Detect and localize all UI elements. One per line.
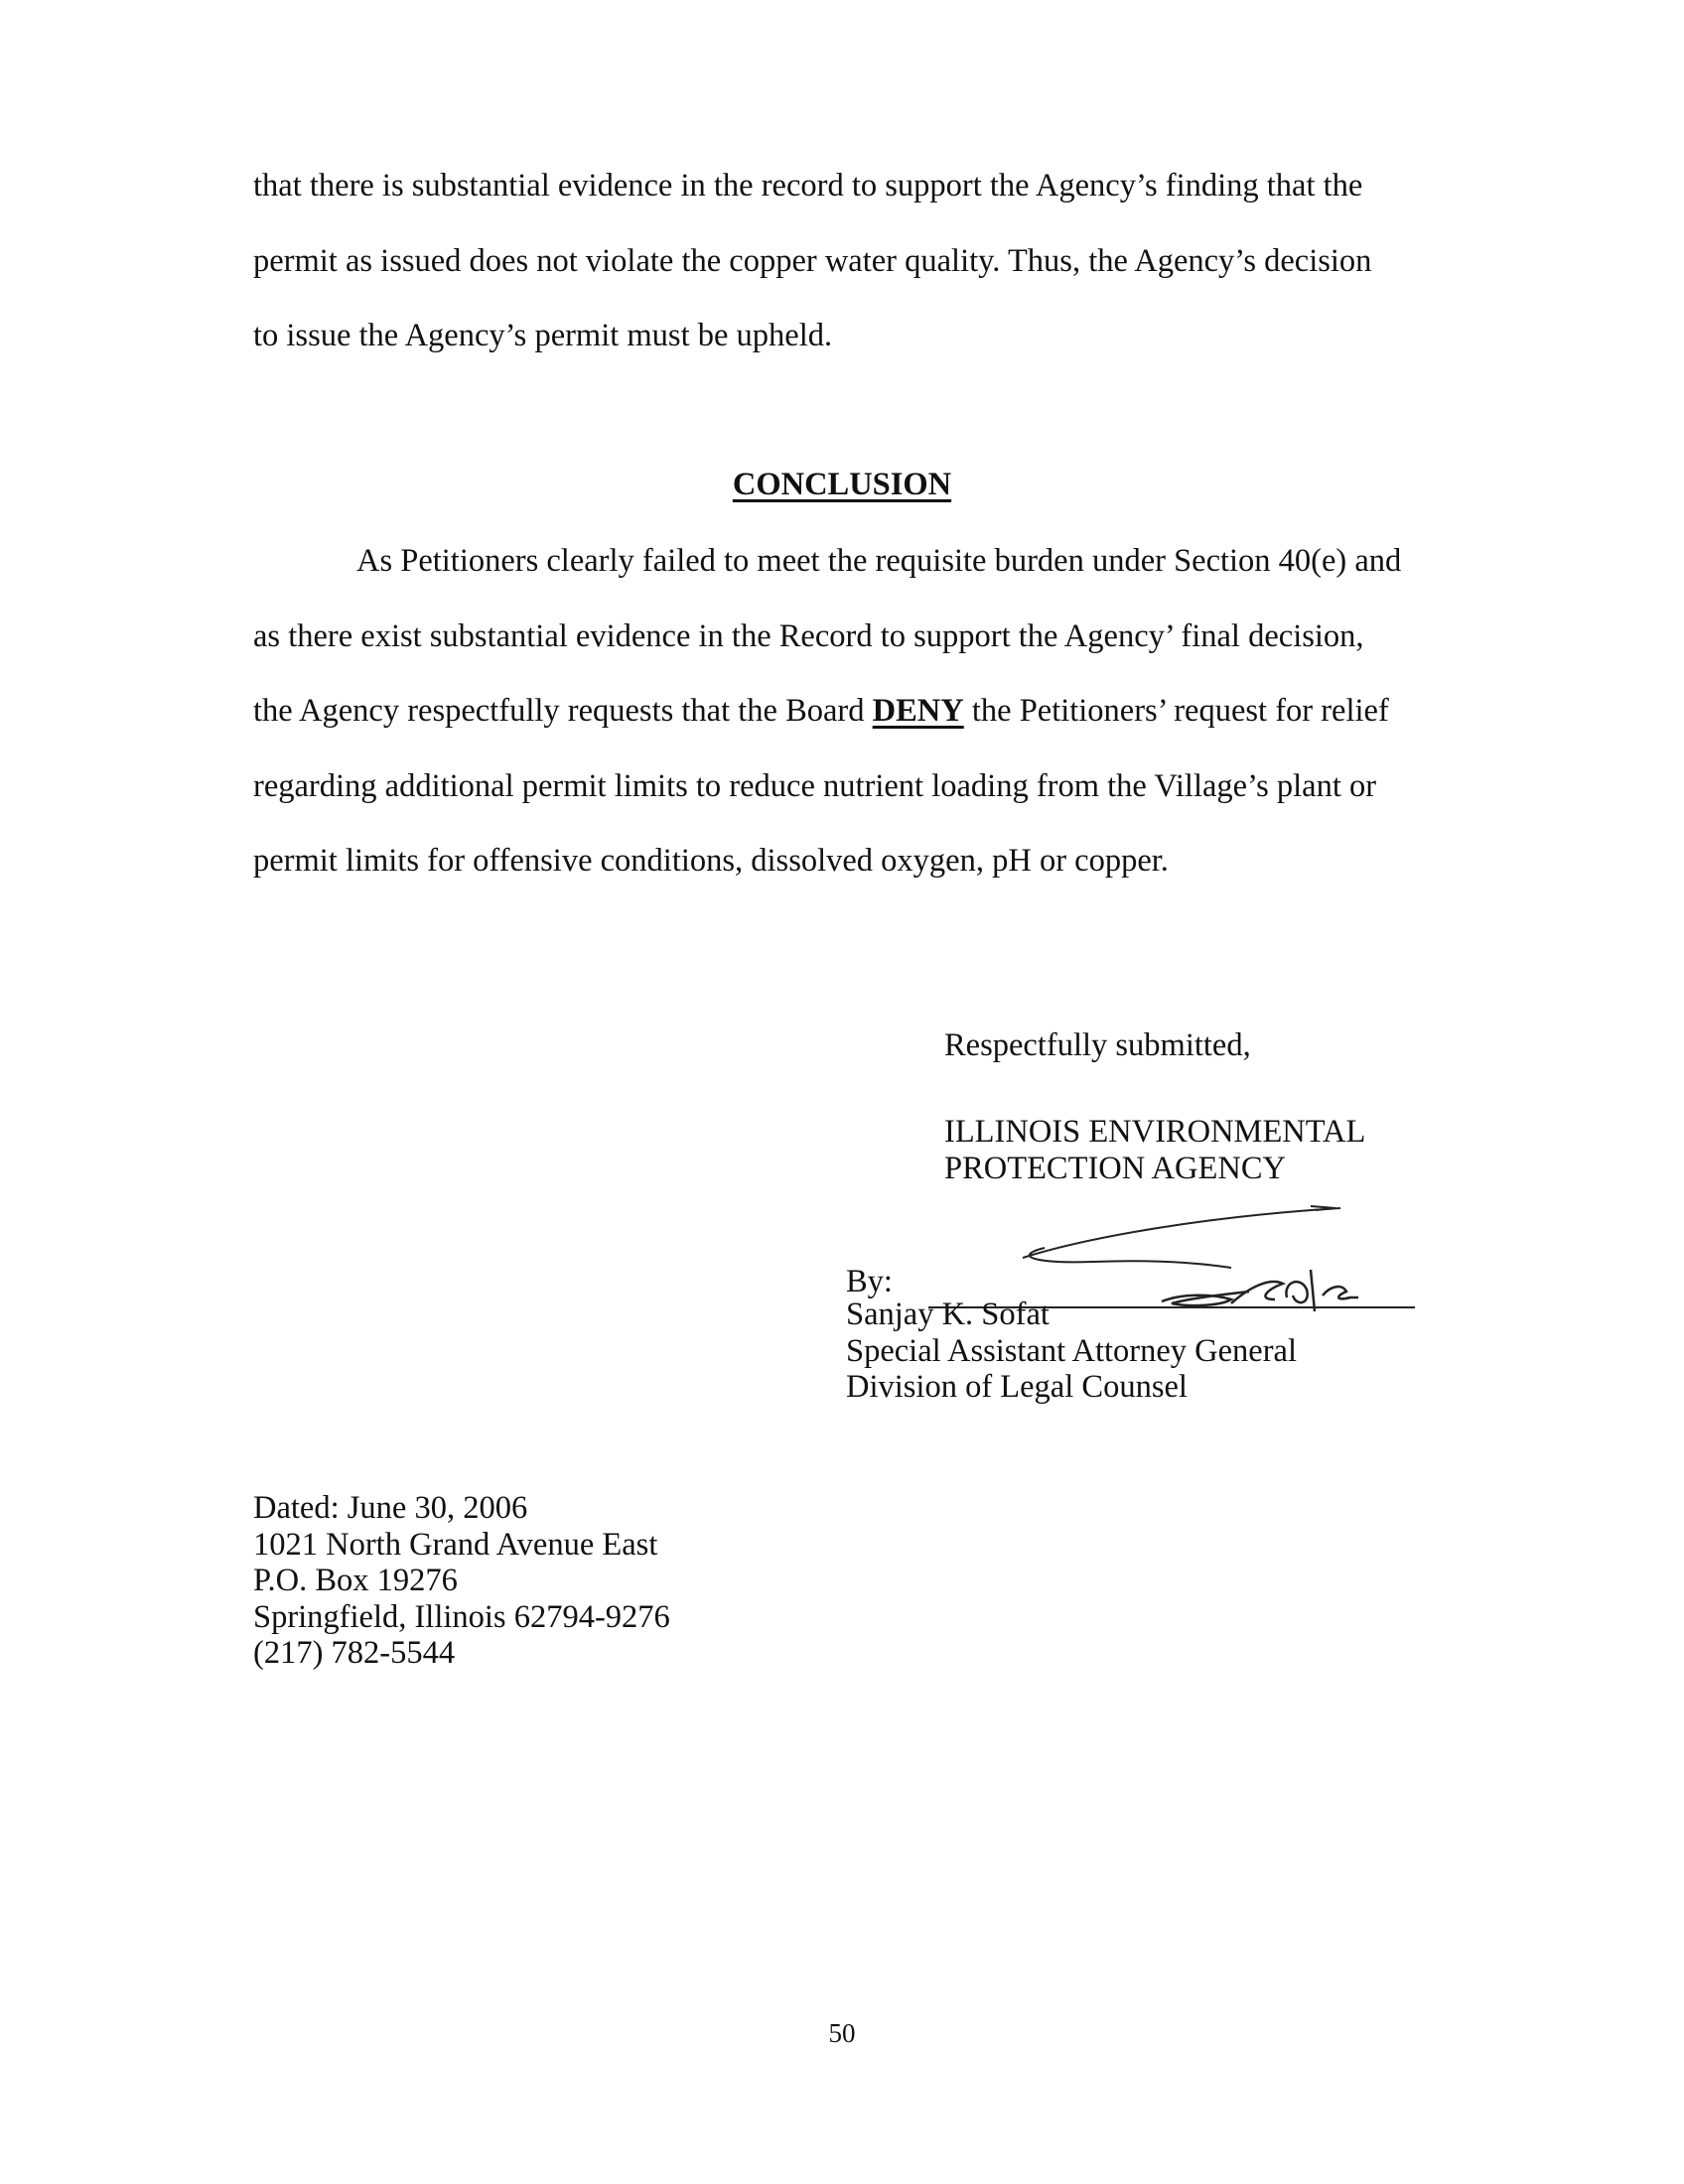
address-street: 1021 North Grand Avenue East: [253, 1526, 658, 1563]
conclusion-line-4: regarding additional permit limits to reduce nutrient loading from the Village’s plant or: [253, 767, 1377, 804]
by-label: By:: [846, 1264, 893, 1299]
deny-emphasis: DENY: [872, 693, 964, 729]
conclusion-line-1: As Petitioners clearly failed to meet the requisite burden under Section 40(e) and: [356, 543, 1402, 579]
signer-name: Sanjay K. Sofat: [846, 1297, 1050, 1332]
conclusion-paragraph: [253, 524, 1425, 899]
agency-line-1: ILLINOIS ENVIRONMENTAL: [944, 1114, 1366, 1150]
agency-name: [944, 1114, 1365, 1186]
address-po-box: P.O. Box 19276: [253, 1563, 458, 1598]
opening-paragraph: [253, 149, 1425, 374]
conclusion-heading: CONCLUSION: [732, 467, 952, 502]
page-number: 50: [828, 2018, 856, 2048]
signer-block: [846, 1297, 1297, 1406]
dated-line: Dated: June 30, 2006: [253, 1490, 528, 1526]
agency-line-2: PROTECTION AGENCY: [944, 1150, 1286, 1186]
opening-line-3: to issue the Agency’s permit must be upheld.: [253, 318, 833, 353]
conclusion-line-5: permit limits for offensive conditions, dissolved oxygen, pH or copper.: [253, 843, 1169, 879]
signer-title: Special Assistant Attorney General: [846, 1332, 1298, 1369]
conclusion-line-3-start: the Agency respectfully requests that the Board: [253, 693, 873, 729]
conclusion-line-2: as there exist substantial evidence in the Record to support the Agency’ final decision,: [253, 617, 1364, 654]
signer-division: Division of Legal Counsel: [846, 1369, 1188, 1405]
conclusion-line-3-end: the Petitioners’ request for relief: [963, 693, 1389, 729]
opening-line-2: permit as issued does not violate the copper water quality. Thus, the Agency’s decision: [253, 242, 1372, 279]
opening-line-1: that there is substantial evidence in the record to support the Agency’s finding that the: [253, 168, 1363, 204]
address-phone: (217) 782-5544: [253, 1635, 456, 1671]
address-city: Springfield, Illinois 62794-9276: [253, 1598, 670, 1635]
address-block: [253, 1490, 670, 1672]
conclusion-line-3: [253, 674, 1425, 750]
closing-text: Respectfully submitted,: [944, 1027, 1251, 1063]
